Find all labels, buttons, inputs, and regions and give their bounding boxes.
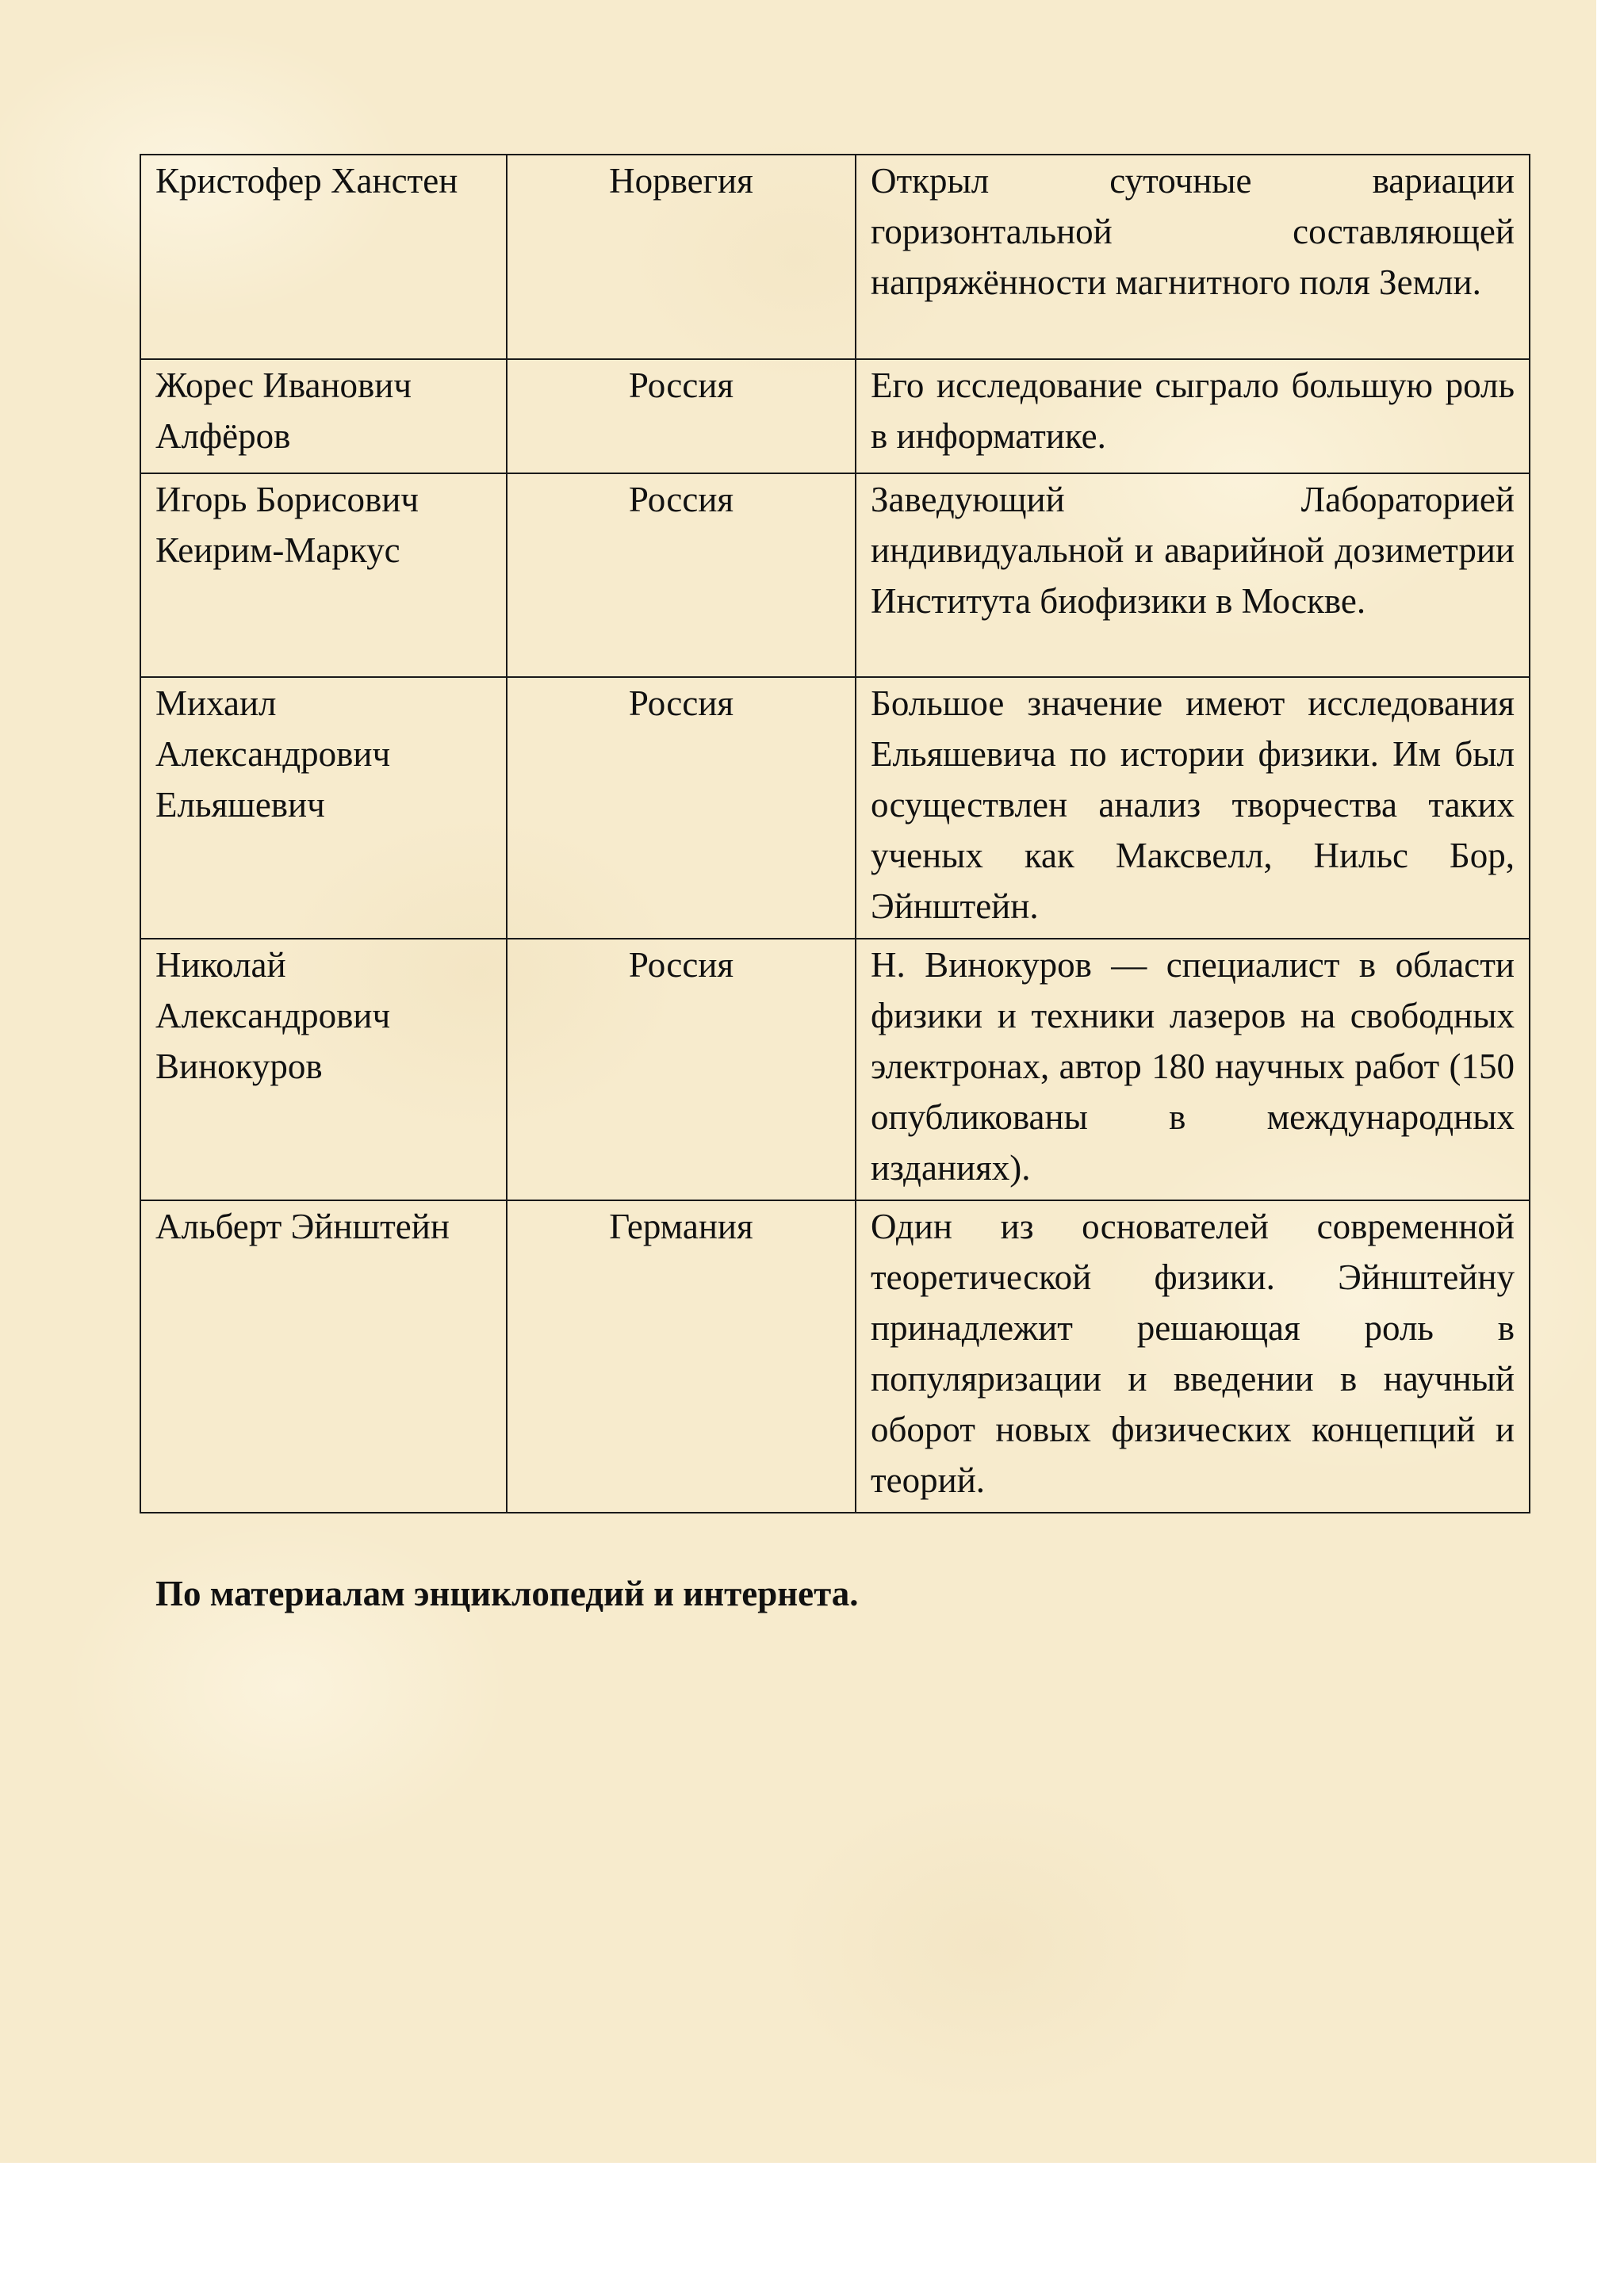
scientist-name: Жорес Иванович Алфёров [140,359,507,473]
table-row [140,473,1530,677]
scientist-country: Россия [507,939,856,1200]
table-row [140,359,1530,473]
table-row [140,1200,1530,1513]
scientist-country: Россия [507,359,856,473]
scientist-country: Россия [507,677,856,939]
scientist-name: Альберт Эйнштейн [140,1200,507,1513]
scientist-description: Один из основателей современной теоретической физики. Эйнштейну принадлежит решающая роль в популяризации и введении в научный оборот новых физических концепций и теорий. [856,1200,1530,1513]
scientist-name: Кристофер Ханстен [140,155,507,359]
scientist-description: Заведующий Лабораторией индивидуальной и аварийной дозиметрии Института биофизики в Москве. [856,473,1530,677]
scientists-table [140,154,1530,1513]
table-row [140,939,1530,1200]
scientist-description: Большое значение имеют исследования Ельяшевича по истории физики. Им был осуществлен анализ творчества таких ученых как Максвелл, Нильс Бор, Эйнштейн. [856,677,1530,939]
table-row [140,155,1530,359]
scientist-name: Михаил Александрович Ельяшевич [140,677,507,939]
scientist-name: Николай Александрович Винокуров [140,939,507,1200]
scientist-description: Его исследование сыграло большую роль в информатике. [856,359,1530,473]
scientist-country: Германия [507,1200,856,1513]
scientist-name: Игорь Борисович Кеирим-Маркус [140,473,507,677]
scientist-description: Н. Винокуров — специалист в области физики и техники лазеров на свободных электронах, автор 180 научных работ (150 опубликованы в международных изданиях). [856,939,1530,1200]
scientist-country: Норвегия [507,155,856,359]
table-row [140,677,1530,939]
source-footnote: По материалам энциклопедий и интернета. [155,1574,859,1613]
scientist-description: Открыл суточные вариации горизонтальной составляющей напряжённости магнитного поля Земли. [856,155,1530,359]
scientist-country: Россия [507,473,856,677]
